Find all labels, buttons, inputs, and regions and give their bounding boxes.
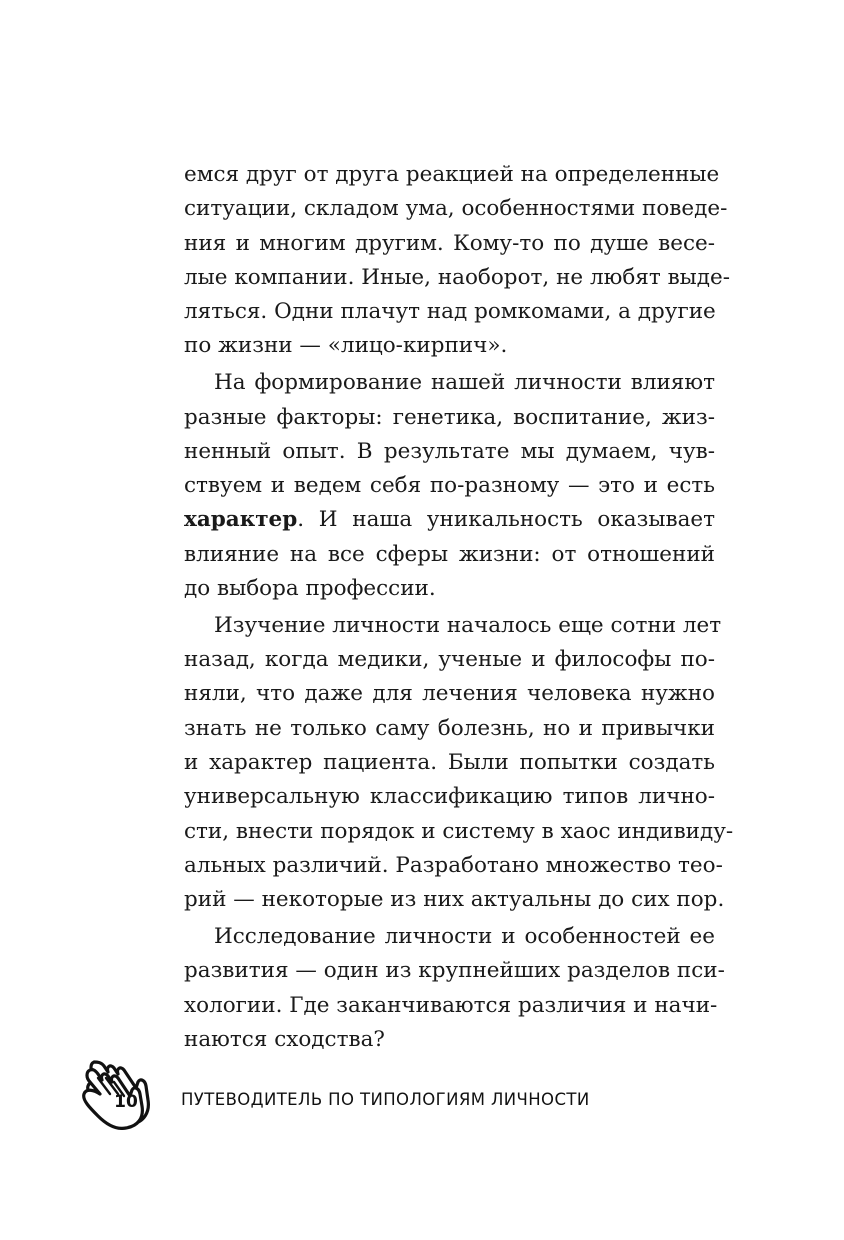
text-line: емся друг от друга реакцией на определенные (184, 162, 720, 187)
text-line: ненный опыт. В результате мы думаем, чув- (184, 438, 715, 464)
hand-icon (80, 1048, 152, 1130)
text-line: по жизни — «лицо-кирпич». (184, 333, 508, 359)
paragraph-2 (184, 366, 715, 606)
page-footer (80, 1048, 760, 1158)
text-line: няли, что даже для лечения человека нужно (184, 681, 715, 707)
body-text (184, 158, 734, 1057)
text-line: влияние на все сферы жизни: от отношений (184, 541, 715, 567)
paragraph-4 (184, 920, 725, 1057)
paragraph-1 (184, 158, 731, 364)
text-line: сти, внести порядок и систему в хаос индивиду- (184, 818, 734, 844)
paragraph-3 (184, 609, 734, 918)
text-line: ситуации, складом ума, особенностями поведе- (184, 196, 728, 222)
text-line: Исследование личности и особенностей ее (214, 924, 715, 950)
text-line: назад, когда медики, ученые и философы по- (184, 647, 715, 673)
text-line-with-term (184, 503, 715, 537)
text-line: хологии. Где заканчиваются различия и начи- (184, 992, 718, 1018)
text-line: и характер пациента. Были попытки создать (184, 750, 715, 776)
page-number: 10 (114, 1092, 138, 1112)
text-line: На формирование нашей личности влияют (214, 370, 715, 396)
text-line: знать не только саму болезнь, но и привычки (184, 715, 715, 741)
text-line: универсальную классификацию типов лично- (184, 784, 715, 810)
text-line: альных различий. Разработано множество тео- (184, 852, 723, 878)
text-line: наются сходства? (184, 1026, 385, 1052)
bold-term: характер (184, 507, 298, 533)
text-line: ния и многим другим. Кому-то по душе весе- (184, 230, 715, 256)
text-line: до выбора профессии. (184, 576, 436, 602)
text-line: ляться. Одни плачут над ромкомами, а другие (184, 299, 716, 325)
text-line: ствуем и ведем себя по-разному — это и есть (184, 473, 715, 499)
text-line: рий — некоторые из них актуальны до сих пор. (184, 887, 725, 913)
text-fragment: . И наша уникальность оказывает (297, 507, 715, 533)
text-line: разные факторы: генетика, воспитание, жиз- (184, 404, 715, 430)
text-line: лые компании. Иные, наоборот, не любят выде- (184, 264, 731, 290)
running-title: ПУТЕВОДИТЕЛЬ ПО ТИПОЛОГИЯМ ЛИЧНОСТИ (181, 1090, 590, 1109)
text-line: развития — один из крупнейших разделов пси- (184, 958, 725, 984)
text-line: Изучение личности началось еще сотни лет (214, 612, 722, 638)
